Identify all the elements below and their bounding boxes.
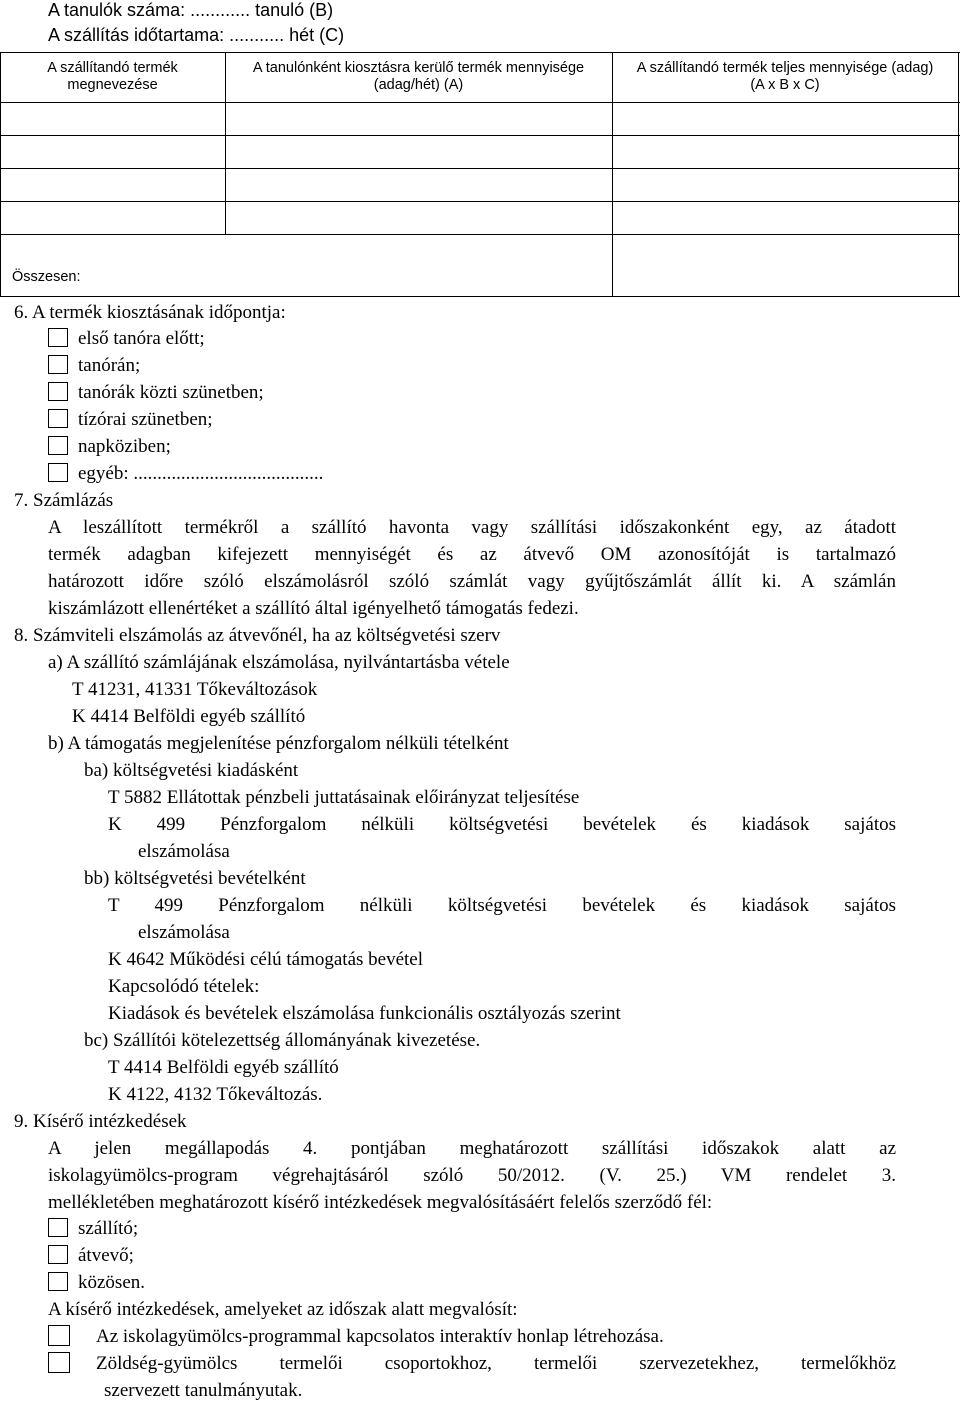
ledger-entry: T 41231, 41331 Tőkeváltozások [72, 679, 318, 700]
option-label: tanórák közti szünetben; [78, 382, 264, 403]
checkbox-study-trip-measure[interactable] [48, 1352, 70, 1373]
item-a: a) A szállító számlájának elszámolása, nyilvántartásba vétele [48, 652, 510, 673]
option-label: tanórán; [78, 355, 141, 376]
option-label: napköziben; [78, 436, 171, 457]
paragraph-line: mellékletében meghatározott kísérő intézkedések megvalósításáért felelős szerződő fél: [48, 1192, 713, 1213]
checkbox-snack-break[interactable] [48, 409, 68, 428]
checkbox-before-first-lesson[interactable] [48, 328, 68, 347]
checkbox-day-care[interactable] [48, 436, 68, 455]
paragraph-line: A jelen megállapodás 4. pontjában meghatározott szállítási időszakok alatt az [48, 1138, 896, 1159]
paragraph-line: kiszámlázott ellenértéket a szállító által igényelhető támogatás fedezi. [48, 598, 579, 619]
section-8-title: 8. Számviteli elszámolás az átvevőnél, ha az költségvetési szerv [14, 625, 501, 646]
related-items-text: Kiadások és bevételek elszámolása funkcionális osztályozás szerint [108, 1003, 621, 1024]
checkbox-website-measure[interactable] [48, 1325, 70, 1346]
item-ba: ba) költségvetési kiadásként [84, 760, 299, 781]
section-6-title: 6. A termék kiosztásának időpontja: [14, 302, 286, 323]
option-label: első tanóra előtt; [78, 328, 205, 349]
table-header-total-quantity: A szállítandó termék teljes mennyisége (adag) (A x B x C) [636, 60, 934, 93]
checkbox-between-lessons[interactable] [48, 382, 68, 401]
students-count-line: A tanulók száma: ............ tanuló (B) [48, 0, 334, 20]
paragraph-line: termék adagban kifejezett mennyiségét és az átvevő OM azonosítóját is tartalmazó [48, 544, 896, 565]
paragraph-line: határozott időre szóló elszámolásról szóló számlát vagy gyűjtőszámlát állít ki. A számlán [48, 571, 896, 592]
checkbox-other[interactable] [48, 463, 68, 482]
item-bb: bb) költségvetési bevételként [84, 868, 306, 889]
ledger-entry: T 5882 Ellátottak pénzbeli juttatásainak előirányzat teljesítése [108, 787, 580, 808]
option-label: egyéb: ........................................ [78, 463, 324, 484]
ledger-entry-continuation: elszámolása [138, 922, 230, 943]
checkbox-jointly[interactable] [48, 1272, 68, 1291]
related-items-label: Kapcsolódó tételek: [108, 976, 260, 997]
ledger-entry: K 499 Pénzforgalom nélküli költségvetési bevételek és kiadások sajátos [108, 814, 896, 835]
measure-label: Az iskolagyümölcs-programmal kapcsolatos interaktív honlap létrehozása. [96, 1326, 664, 1347]
section-9-title: 9. Kísérő intézkedések [14, 1111, 187, 1132]
ledger-entry: K 4122, 4132 Tőkeváltozás. [108, 1084, 323, 1105]
ledger-entry: T 4414 Belföldi egyéb szállító [108, 1057, 339, 1078]
item-bc: bc) Szállítói kötelezettség állományának kivezetése. [84, 1030, 481, 1051]
party-label: közösen. [78, 1272, 146, 1293]
ledger-entry-continuation: elszámolása [138, 841, 230, 862]
paragraph-line: iskolagyümölcs-program végrehajtásáról szóló 50/2012. (V. 25.) VM rendelet 3. [48, 1165, 896, 1186]
option-label: tízórai szünetben; [78, 409, 213, 430]
party-label: átvevő; [78, 1245, 134, 1266]
paragraph-line: A leszállított termékről a szállító havonta vagy szállítási időszakonként egy, az átadott [48, 517, 896, 538]
ledger-entry: T 499 Pénzforgalom nélküli költségvetési bevételek és kiadások sajátos [108, 895, 896, 916]
checkbox-during-lesson[interactable] [48, 355, 68, 374]
measure-label-continuation: szervezett tanulmányutak. [104, 1380, 303, 1401]
table-total-label: Összesen: [12, 269, 81, 285]
section-7-title: 7. Számlázás [14, 490, 114, 511]
measure-label: Zöldség-gyümölcs termelői csoportokhoz, termelői szervezetekhez, termelőkhöz [96, 1353, 896, 1374]
measures-intro: A kísérő intézkedések, amelyeket az időszak alatt megvalósít: [48, 1299, 518, 1320]
table-header-product-name: A szállítandó termék megnevezése [47, 60, 178, 93]
ledger-entry: K 4642 Működési célú támogatás bevétel [108, 949, 424, 970]
item-b: b) A támogatás megjelenítése pénzforgalom nélküli tételként [48, 733, 509, 754]
delivery-duration-line: A szállítás időtartama: ........... hét (C) [48, 25, 345, 45]
checkbox-recipient[interactable] [48, 1245, 68, 1264]
ledger-entry: K 4414 Belföldi egyéb szállító [72, 706, 306, 727]
checkbox-supplier[interactable] [48, 1218, 68, 1237]
table-header-per-student-quantity: A tanulónként kiosztásra kerülő termék mennyisége (adag/hét) (A) [252, 60, 585, 93]
party-label: szállító; [78, 1218, 139, 1239]
